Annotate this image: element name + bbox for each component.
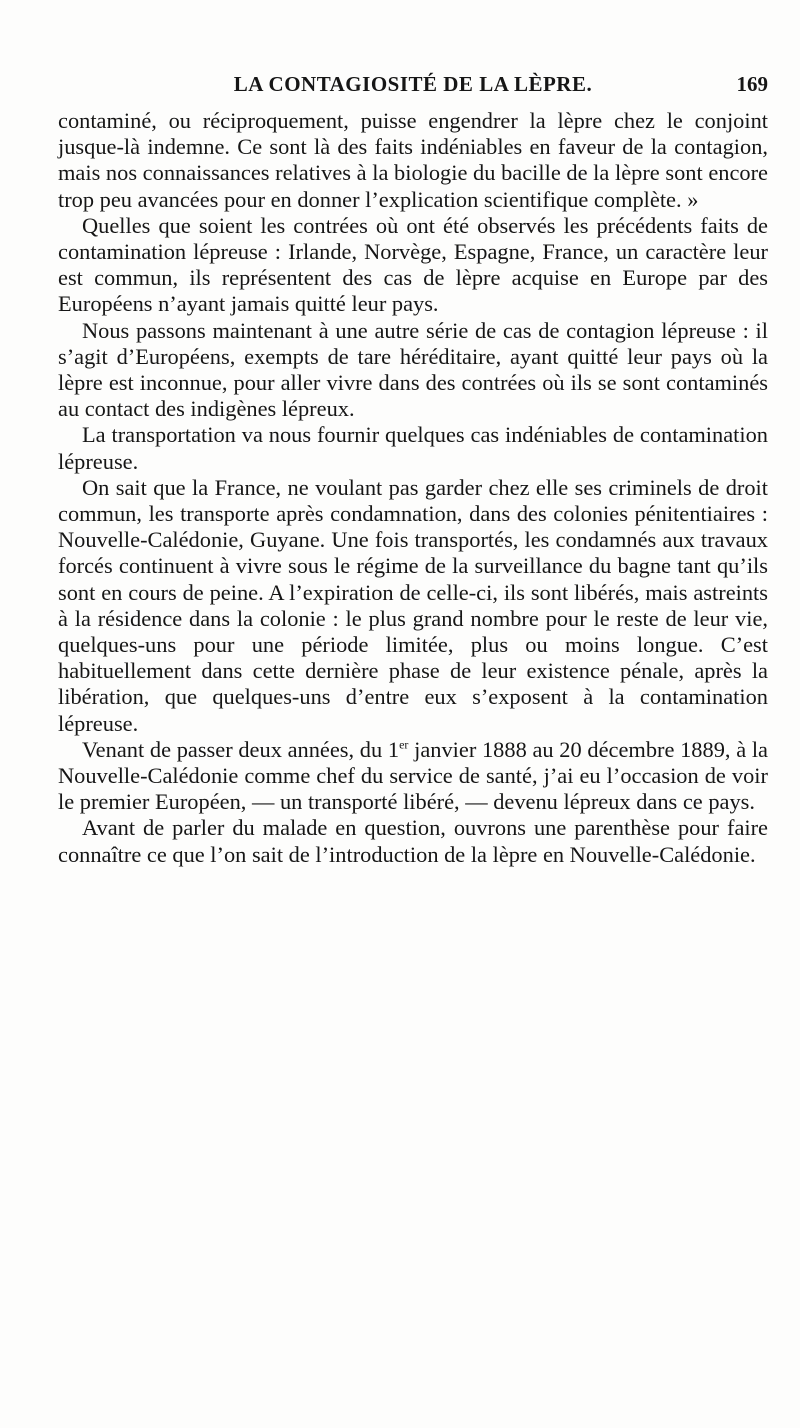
paragraph-3: Nous passons maintenant à une autre série de cas de contagion lépreuse : il s’agit d’Européens, exempts de tare héréditaire, ayant quitté leur pays où la lèpre est inconnue, pour aller vivre dans des contrées où ils se sont contaminés au contact des indigènes lépreux. (58, 317, 768, 422)
paragraph-7: Avant de parler du malade en question, ouvrons une parenthèse pour faire connaître ce que l’on sait de l’introduction de la lèpre en Nouvelle-Calédonie. (58, 815, 768, 867)
paragraph-5: On sait que la France, ne voulant pas garder chez elle ses criminels de droit commun, les transporte après condamnation, dans des colonies pénitentiaires : Nouvelle-Calédonie, Guyane. Une fois transportés, les condamnés aux travaux forcés continuent à vivre sous le régime de la surveillance du bagne tant qu’ils sont en cours de peine. A l’expiration de celle-ci, ils sont libérés, mais astreints à la résidence dans la colonie : le plus grand nombre pour le reste de leur vie, quelques-uns pour une période limitée, plus ou moins longue. C’est habituellement dans cette dernière phase de leur existence pénale, après la libération, que quelques-uns d’entre eux s’exposent à la contamination lépreuse. (58, 474, 768, 736)
paragraph-6-end: janvier 1888 au 20 décembre 1889, à la Nouvelle-Calédonie comme chef du service de santé, j’ai eu l’occasion de voir le premier Européen, — un transporté libéré, — devenu lépreux dans ce pays. (58, 736, 768, 815)
paragraph-4: La transportation va nous fournir quelques cas indéniables de contamination lépreuse. (58, 422, 768, 474)
paragraph-6 (58, 737, 768, 816)
page-header (58, 72, 768, 102)
running-title: LA CONTAGIOSITÉ DE LA LÈPRE. (233, 72, 593, 96)
paragraph-2: Quelles que soient les contrées où ont été observés les précédents faits de contamination lépreuse : Irlande, Norvège, Espagne, France, un caractère leur est commun, ils représentent des cas de lèpre acquise en Europe par des Européens n’ayant jamais quitté leur pays. (58, 212, 768, 317)
ordinal-superscript: er (399, 737, 409, 752)
paragraph-6-start: Venant de passer deux années, du 1 (82, 736, 400, 762)
body-text (58, 108, 768, 868)
page-number: 169 (736, 72, 768, 96)
paragraph-1: contaminé, ou réciproquement, puisse engendrer la lèpre chez le conjoint jusque-là indemne. Ce sont là des faits indéniables en faveur de la contagion, mais nos connaissances relatives à la biologie du bacille de la lèpre sont encore trop peu avancées pour en donner l’explication scientifique complète. » (58, 108, 768, 212)
